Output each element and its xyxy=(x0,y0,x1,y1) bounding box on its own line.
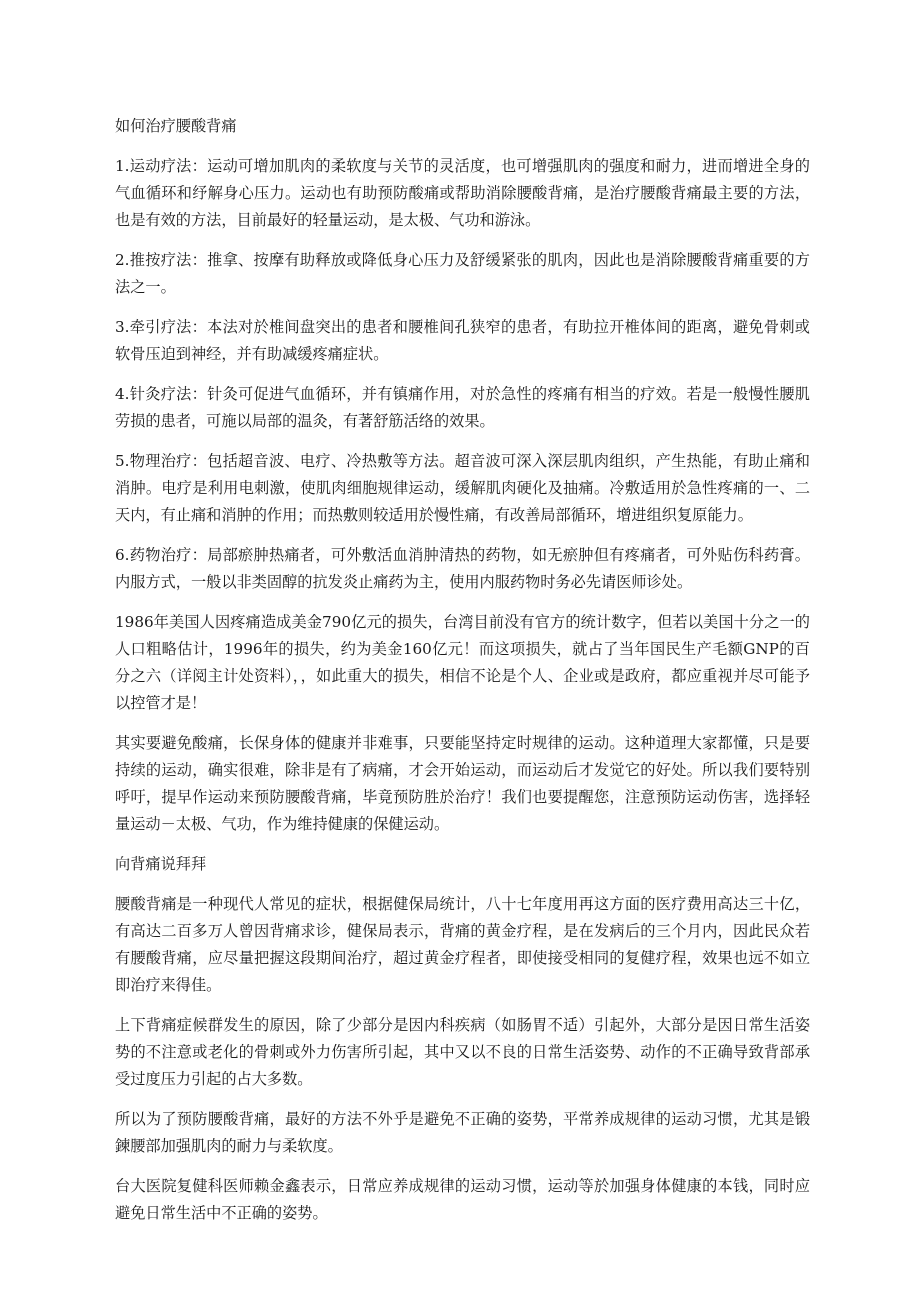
paragraph-acupuncture-therapy: 4.针灸疗法：针灸可促进气血循环，并有镇痛作用，对於急性的疼痛有相当的疗效。若是一般慢性腰肌劳损的患者，可施以局部的温灸，有著舒筋活络的效果。 xyxy=(115,385,810,430)
paragraph-physical-therapy: 5.物理治疗：包括超音波、电疗、冷热敷等方法。超音波可深入深层肌肉组织，产生热能，有助止痛和消肿。电疗是利用电刺激，使肌肉细胞规律运动，缓解肌肉硬化及抽痛。冷敷适用於急性疼痛的一、二天内，有止痛和消肿的作用；而热敷则较适用於慢性痛，有改善局部循环，增进组织复原能力。 xyxy=(115,452,810,524)
document-body xyxy=(115,113,810,1240)
paragraph-drug-therapy: 6.药物治疗：局部瘀肿热痛者，可外敷活血消肿清热的药物，如无瘀肿但有疼痛者，可外贴伤科药膏。内服方式，一般以非类固醇的抗发炎止痛药为主，使用内服药物时务必先请医师诊处。 xyxy=(115,546,810,591)
paragraph-economic-loss: 1986年美国人因疼痛造成美金790亿元的损失，台湾目前没有官方的统计数字，但若以美国十分之一的人口粗略估计，1996年的损失，约为美金160亿元！而这项损失，就占了当年国民生产毛额GNP的百分之六（详阅主计处资料），，如此重大的损失，相信不论是个人、企业或是政府，都应重视并尽可能予以控管才是！ xyxy=(115,613,810,712)
paragraph-exercise-therapy: 1.运动疗法：运动可增加肌肉的柔软度与关节的灵活度，也可增强肌肉的强度和耐力，进而增进全身的气血循环和纾解身心压力。运动也有助预防酸痛或帮助消除腰酸背痛，是治疗腰酸背痛最主要的方法，也是有效的方法，目前最好的轻量运动，是太极、气功和游泳。 xyxy=(115,157,810,229)
paragraph-causes: 上下背痛症候群发生的原因，除了少部分是因内科疾病（如肠胃不适）引起外，大部分是因日常生活姿势的不注意或老化的骨刺或外力伤害所引起，其中又以不良的日常生活姿势、动作的不正确导致背部承受过度压力引起的占大多数。 xyxy=(115,1016,810,1088)
paragraph-doctor-advice: 台大医院复健科医师赖金鑫表示，日常应养成规律的运动习惯，运动等於加强身体健康的本钱，同时应避免日常生活中不正确的姿势。 xyxy=(115,1177,810,1222)
paragraph-traction-therapy: 3.牵引疗法：本法对於椎间盘突出的患者和腰椎间孔狭窄的患者，有助拉开椎体间的距离，避免骨刺或软骨压迫到神经，并有助减缓疼痛症状。 xyxy=(115,318,810,363)
paragraph-insurance-statistics: 腰酸背痛是一种现代人常见的症状，根据健保局统计，八十七年度用再这方面的医疗费用高达三十亿，有高达二百多万人曾因背痛求诊，健保局表示，背痛的黄金疗程，是在发病后的三个月内，因此民众若有腰酸背痛，应尽量把握这段期间治疗，超过黄金疗程者，即使接受相同的复健疗程，效果也远不如立即治疗来得佳。 xyxy=(115,895,810,994)
paragraph-prevention: 其实要避免酸痛，长保身体的健康并非难事，只要能坚持定时规律的运动。这种道理大家都懂，只是要持续的运动，确实很难，除非是有了病痛，才会开始运动，而运动后才发觉它的好处。所以我们要特别呼吁，提早作运动来预防腰酸背痛，毕竟预防胜於治疗！我们也要提醒您，注意预防运动伤害，选择轻量运动－太极、气功，作为维持健康的保健运动。 xyxy=(115,734,810,833)
paragraph-massage-therapy: 2.推按疗法：推拿、按摩有助释放或降低身心压力及舒缓紧张的肌肉，因此也是消除腰酸背痛重要的方法之一。 xyxy=(115,251,810,296)
document-title: 如何治疗腰酸背痛 xyxy=(115,117,237,135)
section-heading: 向背痛说拜拜 xyxy=(115,855,207,873)
paragraph-best-method: 所以为了预防腰酸背痛，最好的方法不外乎是避免不正确的姿势，平常养成规律的运动习惯，尤其是锻鍊腰部加强肌肉的耐力与柔软度。 xyxy=(115,1110,810,1155)
